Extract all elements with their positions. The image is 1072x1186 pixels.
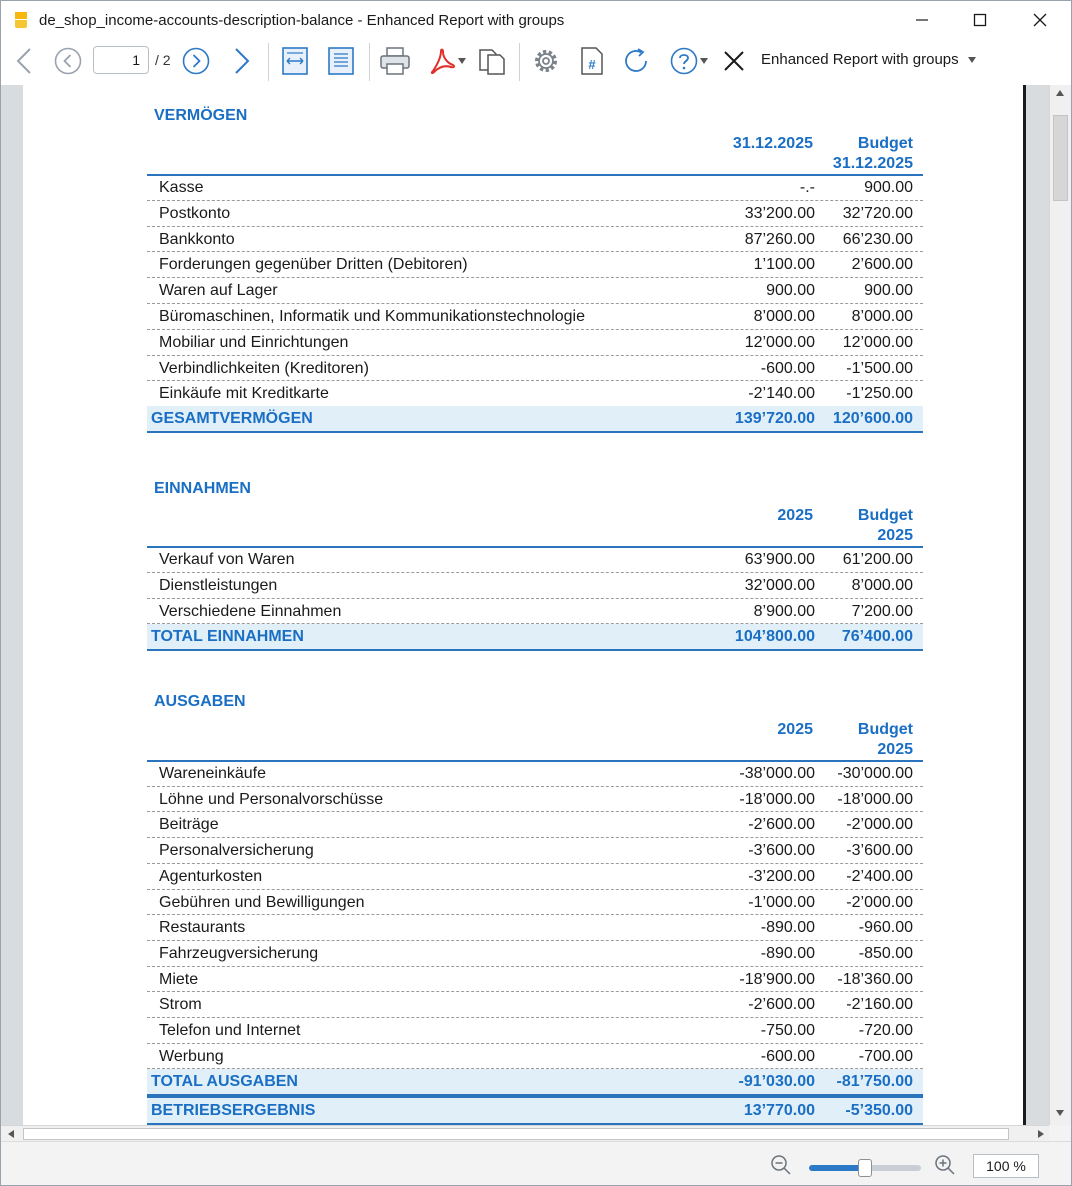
close-icon — [722, 49, 746, 73]
row-label: Löhne und Personalvorschüsse — [159, 790, 384, 808]
row-value: 8’900.00 — [753, 602, 815, 620]
chevron-right-icon — [233, 47, 251, 75]
fit-page-icon — [327, 46, 355, 76]
row-label: Restaurants — [159, 919, 246, 937]
row-label: Forderungen gegenüber Dritten (Debitoren) — [159, 256, 468, 274]
row-budget: -850.00 — [858, 944, 913, 962]
row-budget: -2’400.00 — [846, 867, 913, 885]
zoom-value[interactable]: 100 % — [973, 1154, 1039, 1178]
zoom-out-button[interactable] — [769, 1153, 795, 1177]
fit-page-button[interactable] — [325, 45, 357, 77]
svg-text:#: # — [588, 57, 596, 72]
table-row — [147, 330, 923, 356]
table-row — [147, 252, 923, 278]
dropdown-arrow-icon — [699, 57, 709, 65]
export-pdf-button[interactable] — [425, 45, 471, 77]
row-value: 900.00 — [766, 282, 815, 300]
table-row — [147, 381, 923, 407]
window-title: de_shop_income-accounts-description-balance - Enhanced Report with groups — [39, 12, 565, 29]
row-budget: -960.00 — [858, 919, 913, 937]
dropdown-arrow-icon — [457, 57, 467, 65]
row-value: -3’600.00 — [748, 842, 815, 860]
fit-width-button[interactable] — [279, 45, 311, 77]
row-label: Verkauf von Waren — [159, 551, 295, 568]
scroll-right-icon[interactable] — [1037, 1129, 1045, 1139]
report-page — [23, 85, 1023, 1125]
total-label: GESAMTVERMÖGEN — [151, 410, 313, 427]
row-value: -2’600.00 — [748, 816, 815, 834]
circle-chevron-right-icon — [182, 47, 210, 75]
row-budget: 8’000.00 — [851, 308, 913, 325]
copy-pages-icon — [477, 46, 507, 76]
total-value: -91’030.00 — [738, 1073, 815, 1090]
assets-section — [147, 103, 923, 435]
row-label: Verbindlichkeiten (Kreditoren) — [159, 359, 369, 377]
column-header-period: 31.12.2025 — [732, 135, 813, 152]
refresh-button[interactable] — [619, 45, 653, 77]
page-total: / 2 — [155, 52, 171, 68]
column-header-period: 2025 — [777, 507, 813, 524]
first-page-button[interactable] — [11, 45, 37, 77]
row-value: -600.00 — [760, 1047, 815, 1065]
toolbar-separator — [519, 43, 520, 81]
row-budget: 61’200.00 — [842, 551, 913, 568]
row-label: Einkäufe mit Kreditkarte — [159, 385, 329, 403]
row-label: Waren auf Lager — [159, 282, 278, 300]
gear-icon — [531, 46, 561, 76]
section-title: AUSGABEN — [154, 693, 246, 710]
table-row — [147, 227, 923, 253]
row-label: Wareneinkäufe — [159, 765, 267, 782]
column-header-budget: Budget — [857, 721, 913, 738]
table-row — [147, 1044, 923, 1070]
vertical-scrollbar[interactable] — [1049, 85, 1071, 1125]
table-row — [147, 941, 923, 967]
row-value: -890.00 — [760, 919, 815, 937]
refresh-icon — [621, 46, 651, 76]
row-value: -750.00 — [760, 1022, 815, 1039]
hash-document-icon — [579, 46, 605, 76]
minimize-button[interactable] — [893, 1, 951, 39]
next-page-button[interactable] — [181, 45, 211, 77]
status-bar — [1, 1141, 1071, 1185]
page-numbering-button[interactable] — [575, 45, 609, 77]
table-row — [147, 812, 923, 838]
row-value: 87’260.00 — [744, 230, 815, 248]
help-icon — [669, 46, 699, 76]
close-icon — [1033, 13, 1047, 27]
total-row — [147, 1069, 923, 1096]
row-budget: -2’000.00 — [846, 816, 913, 834]
row-value: -2’140.00 — [748, 385, 815, 403]
total-row — [147, 624, 923, 651]
close-report-button[interactable] — [717, 45, 751, 77]
table-row — [147, 547, 923, 573]
total-budget: 76’400.00 — [841, 628, 913, 645]
table-row — [147, 890, 923, 916]
last-page-button[interactable] — [229, 45, 255, 77]
app-icon — [13, 11, 29, 29]
row-value: 33’200.00 — [744, 204, 815, 222]
zoom-in-icon — [933, 1153, 957, 1177]
row-label: Miete — [159, 970, 199, 988]
row-budget: -720.00 — [858, 1022, 913, 1039]
row-label: Gebühren und Bewilligungen — [159, 893, 365, 911]
row-budget: 900.00 — [864, 282, 913, 300]
row-label: Postkonto — [159, 204, 231, 222]
table-row — [147, 356, 923, 382]
help-button[interactable] — [665, 45, 713, 77]
scroll-down-icon[interactable] — [1055, 1109, 1065, 1117]
total-value: 104’800.00 — [734, 628, 815, 645]
zoom-out-icon — [769, 1153, 793, 1177]
vertical-scroll-thumb[interactable] — [1053, 115, 1068, 201]
total-budget: -81’750.00 — [836, 1073, 913, 1090]
table-row — [147, 838, 923, 864]
table-row — [147, 573, 923, 599]
table-row — [147, 304, 923, 330]
row-value: 1’100.00 — [753, 256, 815, 274]
row-label: Mobiliar und Einrichtungen — [159, 333, 349, 351]
row-value: -18’000.00 — [739, 790, 815, 808]
row-value: -18’900.00 — [739, 970, 815, 988]
row-value: -.- — [799, 179, 815, 196]
minimize-icon — [915, 13, 929, 27]
toolbar-separator — [369, 43, 370, 81]
column-header-budget: Budget — [857, 507, 913, 524]
table-row — [147, 201, 923, 227]
row-value: 12’000.00 — [744, 333, 815, 351]
row-label: Agenturkosten — [159, 867, 263, 885]
row-budget: -2’000.00 — [846, 893, 913, 911]
income-section — [147, 475, 923, 653]
row-value: -890.00 — [760, 944, 815, 962]
row-label: Dienstleistungen — [159, 576, 278, 594]
table-row — [147, 992, 923, 1018]
zoom-in-button[interactable] — [933, 1153, 959, 1177]
print-button[interactable] — [377, 45, 413, 77]
fit-width-icon — [281, 46, 309, 76]
row-label: Kasse — [159, 179, 204, 196]
row-budget: 900.00 — [864, 179, 913, 196]
table-row — [147, 787, 923, 813]
chevron-left-icon — [15, 47, 33, 75]
section-title: VERMÖGEN — [154, 107, 248, 124]
close-window-button[interactable] — [1011, 1, 1069, 39]
total-budget: 120’600.00 — [832, 410, 913, 427]
row-label: Verschiedene Einnahmen — [159, 602, 342, 620]
row-budget: -18’360.00 — [837, 970, 913, 988]
row-budget: 12’000.00 — [842, 333, 913, 351]
previous-page-button[interactable] — [53, 45, 83, 77]
row-budget: 8’000.00 — [851, 576, 913, 594]
total-value: 139’720.00 — [734, 410, 815, 427]
toolbar-separator — [268, 43, 269, 81]
column-header-budget-date: 2025 — [877, 741, 913, 758]
table-row — [147, 1018, 923, 1044]
row-label: Fahrzeugversicherung — [159, 944, 319, 962]
table-row — [147, 915, 923, 941]
horizontal-scroll-thumb[interactable] — [23, 1128, 1009, 1140]
printer-icon — [379, 46, 411, 76]
total-row — [147, 406, 923, 433]
row-label: Bankkonto — [159, 230, 235, 248]
section-title: EINNAHMEN — [154, 480, 251, 497]
report-select[interactable] — [761, 51, 977, 68]
row-value: 8’000.00 — [753, 308, 815, 325]
result-row — [147, 1096, 923, 1125]
result-budget: -5’350.00 — [845, 1102, 913, 1119]
result-value: 13’770.00 — [743, 1102, 815, 1119]
zoom-slider-thumb[interactable] — [858, 1159, 872, 1177]
row-budget: -18’000.00 — [837, 790, 913, 808]
row-label: Beiträge — [159, 816, 219, 834]
total-label: TOTAL EINNAHMEN — [151, 628, 304, 645]
table-row — [147, 175, 923, 201]
row-value: -2’600.00 — [748, 996, 815, 1014]
row-budget: -700.00 — [858, 1047, 913, 1065]
column-header-budget: Budget — [857, 135, 913, 152]
table-row — [147, 278, 923, 304]
row-budget: 2’600.00 — [851, 256, 913, 274]
scroll-left-icon[interactable] — [7, 1129, 15, 1139]
row-budget: 7’200.00 — [851, 602, 913, 620]
table-row — [147, 967, 923, 993]
expenses-section — [147, 689, 923, 1125]
table-row — [147, 599, 923, 625]
column-header-budget-date: 2025 — [877, 527, 913, 544]
report-viewport — [1, 85, 1049, 1125]
chevron-down-icon — [967, 56, 977, 64]
row-budget: -30’000.00 — [837, 765, 913, 782]
maximize-icon — [973, 13, 987, 27]
maximize-button[interactable] — [951, 1, 1009, 39]
settings-button[interactable] — [529, 45, 563, 77]
title-bar — [1, 1, 1071, 39]
row-label: Strom — [159, 996, 202, 1014]
horizontal-scrollbar[interactable] — [1, 1125, 1049, 1141]
page-number-input[interactable] — [93, 46, 149, 74]
result-label: BETRIEBSERGEBNIS — [151, 1102, 316, 1119]
scroll-up-icon[interactable] — [1055, 89, 1065, 97]
table-row — [147, 864, 923, 890]
row-value: -3’200.00 — [748, 867, 815, 885]
report-select-value: Enhanced Report with groups — [761, 51, 959, 68]
row-label: Werbung — [159, 1047, 224, 1065]
column-header-period: 2025 — [777, 721, 813, 738]
row-label: Büromaschinen, Informatik und Kommunikationstechnologie — [159, 308, 586, 325]
row-value: -600.00 — [760, 359, 815, 377]
row-value: 32’000.00 — [744, 576, 815, 594]
row-value: -38’000.00 — [739, 765, 815, 782]
column-header-budget-date: 31.12.2025 — [832, 155, 913, 172]
row-value: -1’000.00 — [748, 893, 815, 911]
row-budget: 32’720.00 — [842, 204, 913, 222]
circle-chevron-left-icon — [54, 47, 82, 75]
row-budget: -2’160.00 — [846, 996, 913, 1014]
row-label: Telefon und Internet — [159, 1022, 301, 1039]
row-label: Personalversicherung — [159, 842, 314, 860]
total-label: TOTAL AUSGABEN — [151, 1073, 298, 1090]
row-budget: 66’230.00 — [842, 230, 913, 248]
row-budget: -1’500.00 — [846, 359, 913, 377]
pdf-icon — [429, 47, 457, 75]
row-value: 63’900.00 — [744, 551, 815, 568]
toolbar — [1, 39, 1071, 85]
copy-button[interactable] — [475, 45, 509, 77]
row-budget: -1’250.00 — [846, 385, 913, 403]
table-row — [147, 761, 923, 787]
row-budget: -3’600.00 — [846, 842, 913, 860]
